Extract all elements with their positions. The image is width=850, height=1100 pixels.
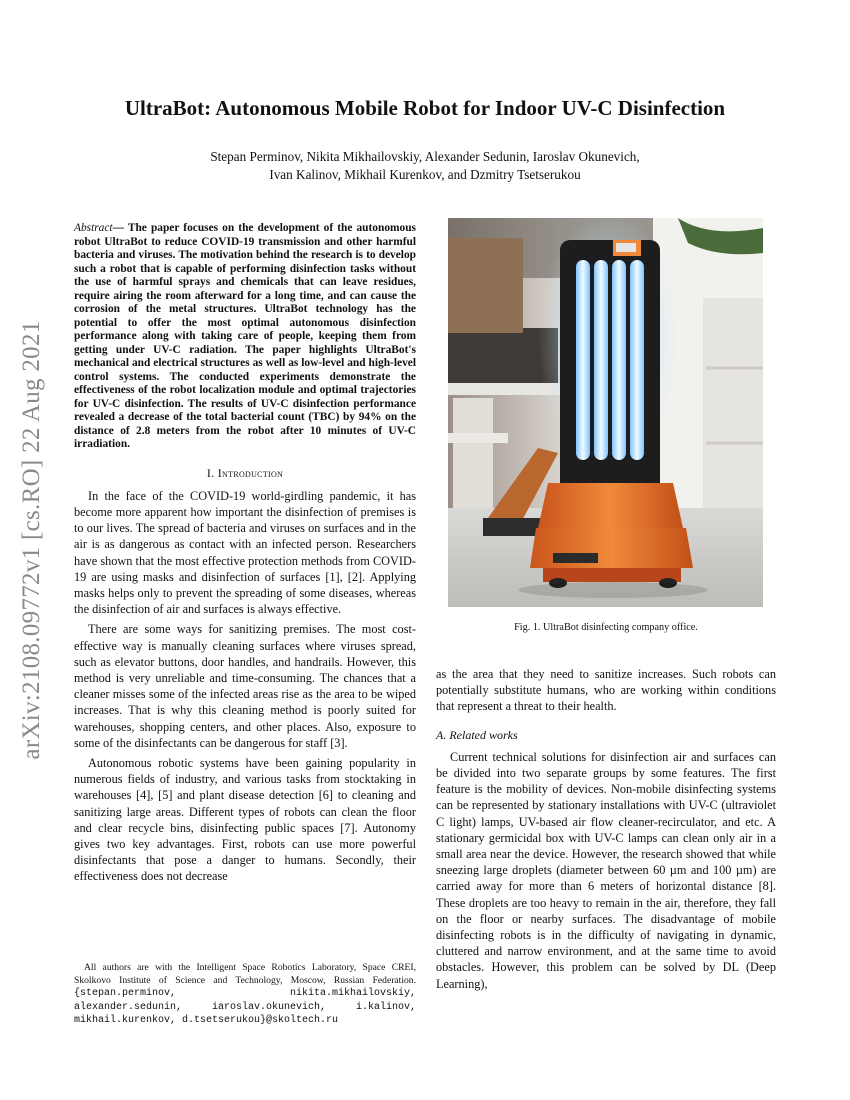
author-line-1: Stepan Perminov, Nikita Mikhailovskiy, Alexander Sedunin, Iaroslav Okunevich, <box>210 149 640 164</box>
figure-caption: Fig. 1. UltraBot disinfecting company office. <box>514 622 698 633</box>
abstract-text: — The paper focuses on the development of the autonomous robot UltraBot to reduce COVID-19 transmission and other harmful bacteria and viruses. The motivation behind the research is to develop such a robot that is capable of performing disinfection tasks without the use of harmful sprays and chemicals that can leave residues, require airing the room afterward for a long time, and can cause the corrosion of the metal structures. UltraBot technology has the potential to offer the most optimal autonomous disinfection performance along with taking care of people, keeping them from getting under UV-C radiation. The paper highlights UltraBot's mechanical and electrical structures as well as low-level and high-level control systems. The conducted experiments demonstrate the effectiveness of the robot localization module and optimal trajectories for UV-C disinfection. The results of UV-C disinfection performance revealed a decrease of the total bacterial count (TBC) by 94% on the distance of 2.8 meters from the robot after 10 minutes of UV-C irradiation. <box>74 222 416 450</box>
robot-photo <box>448 218 763 607</box>
footnote <box>74 962 416 1028</box>
right-column <box>436 666 776 992</box>
intro-paragraph-1: In the face of the COVID-19 world-girdling pandemic, it has become more apparent how important the disinfection of premises is to our lives. The spread of bacteria and viruses on surfaces and in the air is as dangerous as contact with an infected person. Researchers have shown that the most effective protection methods from COVID-19 are using masks and disinfection of surfaces [1], [2]. Applying masks helps only to prevent the spreading of some diseases, whereas the disinfection of air and surfaces is always effective. <box>74 488 416 617</box>
paper-title: UltraBot: Autonomous Mobile Robot for Indoor UV-C Disinfection <box>124 96 726 120</box>
related-works-paragraph-1: Current technical solutions for disinfection air and surfaces can be divided into two separate groups by some features. The first feature is the mobility of devices. Non-mobile disinfecting systems can be represented by stationary installations with UV-C (ultraviolet C light) lamps, UV-based air flow cleaner-recirculator, and etc. A stationary germicidal box with UV-C lamps can clean only air in a small area near the device. However, the research showed that while sneezing large droplets (diameter between 60 µm and 100 µm) are carried away for more than 6 meters of horizontal distance [8]. These droplets are too heavy to remain in the air, therefore, they fall on the floor or nearby surfaces. The disadvantage of mobile disinfecting robots is in the difficulty of navigating in dynamic, cluttered and narrow environment, and at the same time to avoid obstacles. However, this problem can be solved by DL (Deep Learning), <box>436 749 776 991</box>
author-list <box>100 148 750 184</box>
author-line-2: Ivan Kalinov, Mikhail Kurenkov, and Dzmitry Tsetserukou <box>269 167 581 182</box>
intro-paragraph-2: There are some ways for sanitizing premises. The most cost-effective way is manually cleaning surfaces where viruses spread, such as elevator buttons, door handles, and handrails. However, this method is very unreliable and time-consuming. The chances that a cleaner misses some of the infected areas rise as the area to be wiped increases. That is why this cleaning method is poorly suited for warehouses, shopping centers, and other places. Also, exposure to some of the disinfectants can be dangerous for staff [3]. <box>74 622 416 750</box>
subsection-heading-related-works: A. Related works <box>436 727 518 742</box>
intro-paragraph-3: Autonomous robotic systems have been gaining popularity in numerous fields of industry, and various tasks from stocktaking in warehouses [4], [5] and plant disease detection [6] to cleaning and sanitizing large areas. Different types of robots can clean the floor and clear recycle bins, disinfecting public spaces [7]. Autonomy gives two key advantages. First, robots can use more powerful disinfectants that pose a danger to humans. Secondly, their effectiveness does not decrease <box>74 755 416 884</box>
left-column <box>74 222 416 885</box>
footnote-affiliation: All authors are with the Intelligent Space Robotics Laboratory, Space CREI, Skolkovo Institute of Science and Technology, Moscow, Russian Federation. <box>74 962 416 986</box>
abstract <box>74 222 416 452</box>
figure-1 <box>448 218 763 607</box>
section-heading-introduction: I. Introduction <box>206 465 284 480</box>
footnote-emails: {stepan.perminov, nikita.mikhailovskiy, alexander.sedunin, iaroslav.okunevich, i.kalinov, mikhail.kurenkov, d.tsetserukou}@skoltech.ru <box>74 988 416 1026</box>
arxiv-stamp <box>2 180 62 900</box>
abstract-label: Abstract <box>74 222 113 234</box>
continuation-paragraph: as the area that they need to sanitize increases. Such robots can potentially substitute humans, who are working within conditions that represent a threat to their health. <box>436 667 776 714</box>
arxiv-id: arXiv:2108.09772v1 [cs.RO] 22 Aug 2021 <box>18 320 45 760</box>
